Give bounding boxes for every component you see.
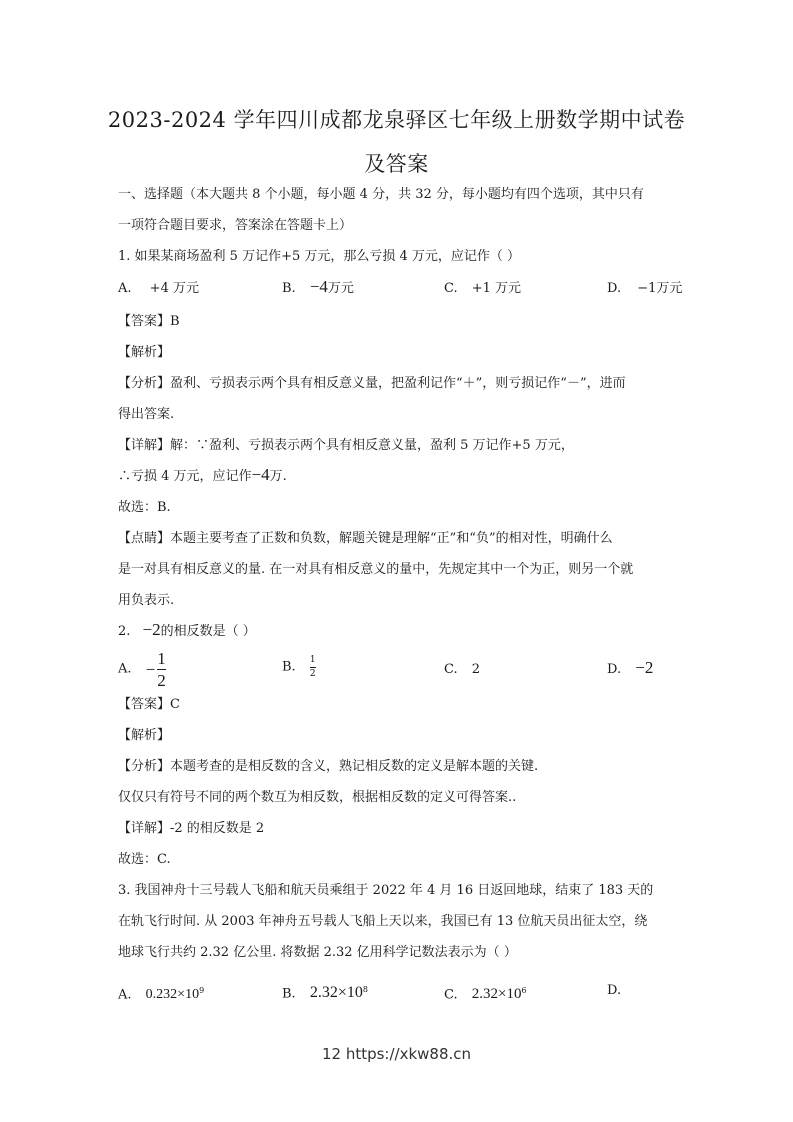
q3-option-a-label: A. [118,987,132,1003]
q1-remark-cont: 是一对具有相反意义的量. 在一对具有相反意义的量中，先规定其中一个为正，则另一个就 [118,562,634,577]
q1-option-a-text: +4 万元 [149,281,199,296]
q3-option-b-label: B. [282,986,296,1002]
q1-detail: 【详解】解：∵盈利、亏损表示两个具有相反意义量，盈利 5 万记作+5 万元， [118,438,574,453]
q1-option-a [118,280,199,298]
q1-option-d-value: −1 [637,281,657,296]
q1-therefore-post: 万. [269,469,287,484]
q1-analysis-cont: 得出答案. [118,407,175,422]
q2-option-b-fraction [310,656,316,679]
q3-option-b-base: 2.32×10 [309,984,363,1002]
q2-option-a-denominator: 2 [157,671,166,690]
page-footer: 12 https://xkw88.cn [321,1045,472,1063]
q1-therefore-pre: ∴亏损 4 万元，应记作 [118,469,252,484]
q2-analysis-heading: 【解析】 [118,728,171,743]
q3-stem-cont: 在轨飞行时间. 从 2003 年神舟五号载人飞船上天以来，我国已有 13 位航天员出征太空，绕 [118,914,648,929]
q2-option-c-label: C. [444,662,458,677]
document-title-line2: 及答案 [364,152,429,176]
q3-option-b-exponent: 8 [362,985,368,994]
q1-analysis: 【分析】盈利、亏损表示两个具有相反意义量，把盈利记作“＋”，则亏损记作“－”，进而 [118,376,626,391]
q3-option-c-base: 2.32×10 [471,986,522,1003]
q3-option-b [282,981,368,1003]
q2-answer: 【答案】C [118,697,180,712]
q2-option-c [444,661,480,679]
q2-option-b [282,656,316,679]
section-heading: 一、选择题（本大题共 8 个小题，每小题 4 分，共 32 分，每小题均有四个选项，其中只有 [118,187,644,202]
q2-stem-text: 的相反数是（ ） [160,624,256,639]
q3-option-c-exponent: 6 [521,986,527,995]
q2-option-a-fraction [157,650,166,689]
q1-remark-end: 用负表示. [118,593,175,608]
q2-option-c-text: 2 [471,662,481,677]
q1-analysis-heading: 【解析】 [118,345,171,360]
q3-stem: 3. 我国神舟十三号载人飞船和航天员乘组于 2022 年 4 月 16 日返回地球，结束了 183 天的 [118,883,654,898]
q3-stem-end: 地球飞行共约 2.32 亿公里. 将数据 2.32 亿用科学记数法表示为（ ） [118,945,517,960]
q1-option-c-text: +1 万元 [471,281,522,296]
q1-option-d-unit: 万元 [656,281,683,296]
q2-analysis-cont: 仅仅只有符号不同的两个数互为相反数，根据相反数的定义可得答案.. [118,790,517,805]
q1-option-b-label: B. [282,281,296,296]
document-title-line1: 2023-2024 学年四川成都龙泉驿区七年级上册数学期中试卷 [107,108,686,132]
q1-option-d [607,280,682,298]
q1-option-d-label: D. [607,281,622,296]
q2-option-a-sign: − [145,659,156,679]
q2-option-b-denominator: 2 [309,669,316,679]
q1-option-c [444,280,521,298]
q1-option-c-label: C. [444,281,458,296]
q2-option-d-label: D. [607,662,622,677]
q1-option-b-unit: 万元 [327,281,354,296]
q2-option-d [607,659,653,679]
q3-option-a-base: 0.232×10 [145,987,200,1003]
q1-option-a-label: A. [118,281,132,296]
q2-stem-value: −2 [142,620,161,639]
section-heading-cont: 一项符合题目要求，答案涂在答题卡上） [118,218,353,233]
q3-option-d-label: D. [607,983,622,998]
q1-option-b [282,278,354,298]
q3-option-c-label: C. [444,987,458,1003]
q2-option-d-value: −2 [635,658,654,677]
q1-option-b-value: −4 [309,277,328,296]
q2-stem [118,621,256,641]
q3-option-a [118,982,204,1004]
q1-therefore-value: −4 [251,465,270,484]
q2-option-a [118,650,166,689]
q1-stem: 1. 如果某商场盈利 5 万记作+5 万元，那么亏损 4 万元，应记作（ ） [118,249,521,264]
q2-option-a-numerator: 1 [157,649,166,668]
q2-option-b-numerator: 1 [309,655,316,665]
q2-analysis: 【分析】本题考查的是相反数的含义，熟记相反数的定义是解本题的关键. [118,759,539,774]
q3-option-d [607,982,621,1000]
q3-option-a-exponent: 9 [199,986,205,995]
q2-detail: 【详解】-2 的相反数是 2 [118,821,265,836]
q1-remark: 【点睛】本题主要考查了正数和负数，解题关键是理解“正”和“负”的相对性，明确什么 [118,531,613,546]
q2-option-a-label: A. [118,661,132,677]
q1-therefore [118,466,287,486]
q2-stem-number: 2. [118,624,131,639]
q1-choice: 故选：B. [118,500,171,515]
q2-option-b-label: B. [282,659,296,675]
q1-answer: 【答案】B [118,314,180,329]
q3-option-c [444,982,527,1004]
q2-choice: 故选：C. [118,852,171,867]
